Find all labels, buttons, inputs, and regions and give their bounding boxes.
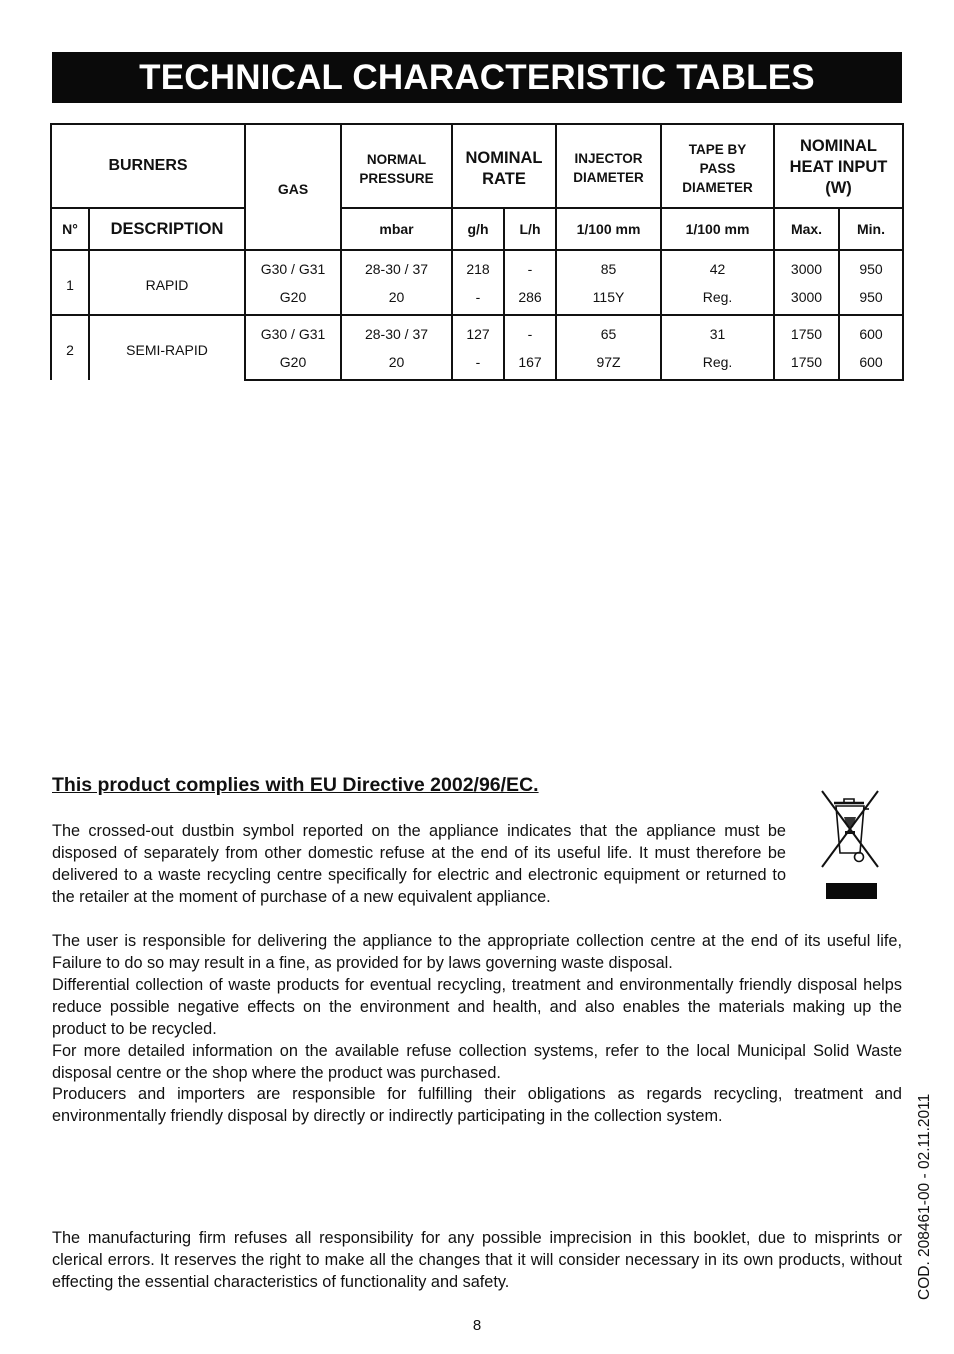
crossed-out-wheelie-bin-icon [818,787,882,899]
cell-injector: 85 [556,250,661,283]
header-number: N° [51,208,89,250]
cell-min: 950 [839,250,903,283]
cell-injector: 97Z [556,348,661,380]
header-nominal-heat-input: NOMINAL HEAT INPUT (W) [774,124,903,208]
header-tape-by-pass: TAPE BY PASS DIAMETER [661,124,774,208]
table-row [51,250,903,283]
cell-bypass: Reg. [661,348,774,380]
header-unit-gh: g/h [452,208,504,250]
eu-paragraph-4: For more detailed information on the available refuse collection systems, refer to the local Municipal Solid Waste disposal centre or the shop where the product was purchased. [52,1042,902,1082]
cell-lh: - [504,315,556,348]
table-row [51,315,903,348]
cell-min: 600 [839,315,903,348]
eu-directive-heading: This product complies with EU Directive 2002/96/EC. [52,774,539,796]
cell-gas: G30 / G31 [245,315,341,348]
cell-max: 3000 [774,250,839,283]
page-title: TECHNICAL CHARACTERISTIC TABLES [52,52,902,103]
cell-gh: 218 [452,250,504,283]
cell-gh: - [452,348,504,380]
page-number: 8 [472,1317,482,1334]
header-min: Min. [839,208,903,250]
cell-min: 950 [839,283,903,315]
cell-injector: 65 [556,315,661,348]
cell-bypass: Reg. [661,283,774,315]
cell-pressure: 20 [341,348,452,380]
burner-description: SEMI-RAPID [89,315,245,380]
cell-pressure: 20 [341,283,452,315]
eu-paragraph-1: The crossed-out dustbin symbol reported on the appliance indicates that the appliance must be disposed of separately from other domestic refuse at the end of its useful life. It must therefore be delivered to a waste recycling centre specifically for electric and electronic equipment or returned to the retailer at the moment of purchase of a new equivalent appliance. [52,822,786,906]
cell-min: 600 [839,348,903,380]
cell-lh: 286 [504,283,556,315]
eu-paragraph-3: Differential collection of waste products for eventual recycling, treatment and environmentally friendly disposal helps reduce possible negative effects on the environment and health, and also enables the materials making up the product to be recycled. [52,976,902,1038]
technical-characteristics-table [50,123,904,381]
cell-max: 1750 [774,315,839,348]
cell-max: 1750 [774,348,839,380]
burner-number: 2 [51,315,89,380]
burner-number: 1 [51,250,89,315]
burner-description: RAPID [89,250,245,315]
cell-pressure: 28-30 / 37 [341,315,452,348]
eu-paragraph-5: Producers and importers are responsible for fulfilling their obligations as regards recycling, treatment and environmentally friendly disposal by directly or indirectly participating in the collection system. [52,1085,902,1125]
header-nominal-rate: NOMINAL RATE [452,124,556,208]
cell-injector: 115Y [556,283,661,315]
cell-gh: - [452,283,504,315]
header-unit-lh: L/h [504,208,556,250]
cell-gas: G30 / G31 [245,250,341,283]
header-unit-bypass-mm: 1/100 mm [661,208,774,250]
cell-bypass: 31 [661,315,774,348]
header-injector-diameter: INJECTOR DIAMETER [556,124,661,208]
cell-lh: 167 [504,348,556,380]
cell-max: 3000 [774,283,839,315]
cell-gas: G20 [245,283,341,315]
cell-gh: 127 [452,315,504,348]
cell-lh: - [504,250,556,283]
eu-paragraph-2: The user is responsible for delivering the appliance to the appropriate collection centre at the end of its useful life, Failure to do so may result in a fine, as provided for by laws governing waste disposal. [52,932,902,972]
header-unit-mbar: mbar [341,208,452,250]
cell-gas: G20 [245,348,341,380]
header-max: Max. [774,208,839,250]
header-burners: BURNERS [51,124,245,208]
disclaimer-paragraph: The manufacturing firm refuses all responsibility for any possible imprecision in this booklet, due to misprints or clerical errors. It reserves the right to make all the changes that it will consider necessary in its own products, without effecting the essential characteristics of functionality and safety. [52,1229,902,1291]
header-description: DESCRIPTION [89,208,245,250]
header-unit-injector-mm: 1/100 mm [556,208,661,250]
cell-bypass: 42 [661,250,774,283]
header-gas: GAS [245,124,341,250]
header-normal-pressure: NORMAL PRESSURE [341,124,452,208]
document-code: COD. 208461-00 - 02.11.2011 [916,1093,933,1300]
cell-pressure: 28-30 / 37 [341,250,452,283]
